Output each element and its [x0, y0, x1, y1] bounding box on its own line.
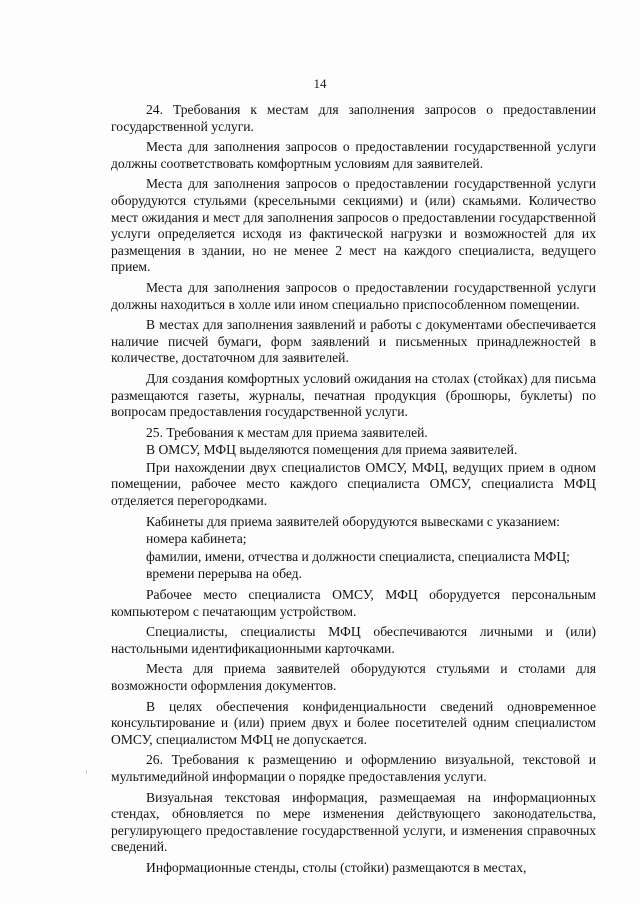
paragraph: Для создания комфортных условий ожидания на столах (стойках) для письма размещаются газеты, журналы, печатная продукция (брошюры, буклеты) по вопросам предоставления государственной услуги.: [111, 370, 596, 420]
paragraph: Места для заполнения запросов о предоставлении государственной услуги должны находиться в холле или ином специально приспособленном помещении.: [111, 279, 596, 312]
paragraph: При нахождении двух специалистов ОМСУ, МФЦ, ведущих прием в одном помещении, рабочее место каждого специалиста ОМСУ, специалиста МФЦ отделяется перегородками.: [111, 459, 596, 509]
paragraph: Места для заполнения запросов о предоставлении государственной услуги должны соответствовать комфортным условиям для заявителей.: [111, 139, 596, 171]
page-number: 14: [313, 76, 327, 91]
section-25-heading: 25. Требования к местам для приема заявителей.: [146, 424, 428, 440]
paragraph: Визуальная текстовая информация, размещаемая на информационных стендах, обновляется по мере изменения действующего законодательства, регулирующего предоставление государственной услуги, и изменения справочных сведений.: [111, 789, 596, 855]
paragraph: Информационные стенды, столы (стойки) размещаются в местах,: [146, 859, 527, 875]
paragraph: В целях обеспечения конфиденциальности сведений одновременное консультирование и (или) прием двух и более посетителей одним специалистом ОМСУ, специалистом МФЦ не допускается.: [111, 698, 596, 747]
paragraph: В местах для заполнения заявлений и работы с документами обеспечивается наличие писчей бумаги, форм заявлений и письменных принадлежностей в количестве, достаточном для заявителей.: [111, 317, 596, 366]
section-24-heading: 24. Требования к местам для заполнения запросов о предоставлении государственной услуги.: [111, 102, 596, 134]
list-item: фамилии, имени, отчества и должности специалиста, специалиста МФЦ;: [146, 548, 570, 564]
paragraph: Места для приема заявителей оборудуются стульями и столами для возможности оформления документов.: [111, 661, 596, 693]
document-body: [111, 102, 596, 881]
list-item: времени перерыва на обед.: [146, 566, 302, 582]
section-26-heading: 26. Требования к размещению и оформлению визуальной, текстовой и мультимедийной информации о порядке предоставления услуги.: [111, 752, 596, 784]
scan-artifact: [86, 770, 87, 774]
paragraph: Специалисты, специалисты МФЦ обеспечиваются личными и (или) настольными идентификационными карточками.: [111, 624, 596, 656]
list-item: номера кабинета;: [146, 531, 247, 547]
paragraph: Кабинеты для приема заявителей оборудуются вывесками с указанием:: [146, 513, 560, 529]
paragraph: В ОМСУ, МФЦ выделяются помещения для приема заявителей.: [146, 442, 518, 458]
paragraph: Места для заполнения запросов о предоставлении государственной услуги оборудуются стульями (кресельными секциями) и (или) скамьями. Количество мест ожидания и мест для заполнения запросов о предоставлении государственной услуги определяется исходя из фактической нагрузки и возможностей для их размещения в здании, но не менее 2 мест на каждого специалиста, ведущего прием.: [111, 176, 596, 275]
paragraph: Рабочее место специалиста ОМСУ, МФЦ оборудуется персональным компьютером с печатающим устройством.: [111, 587, 596, 619]
